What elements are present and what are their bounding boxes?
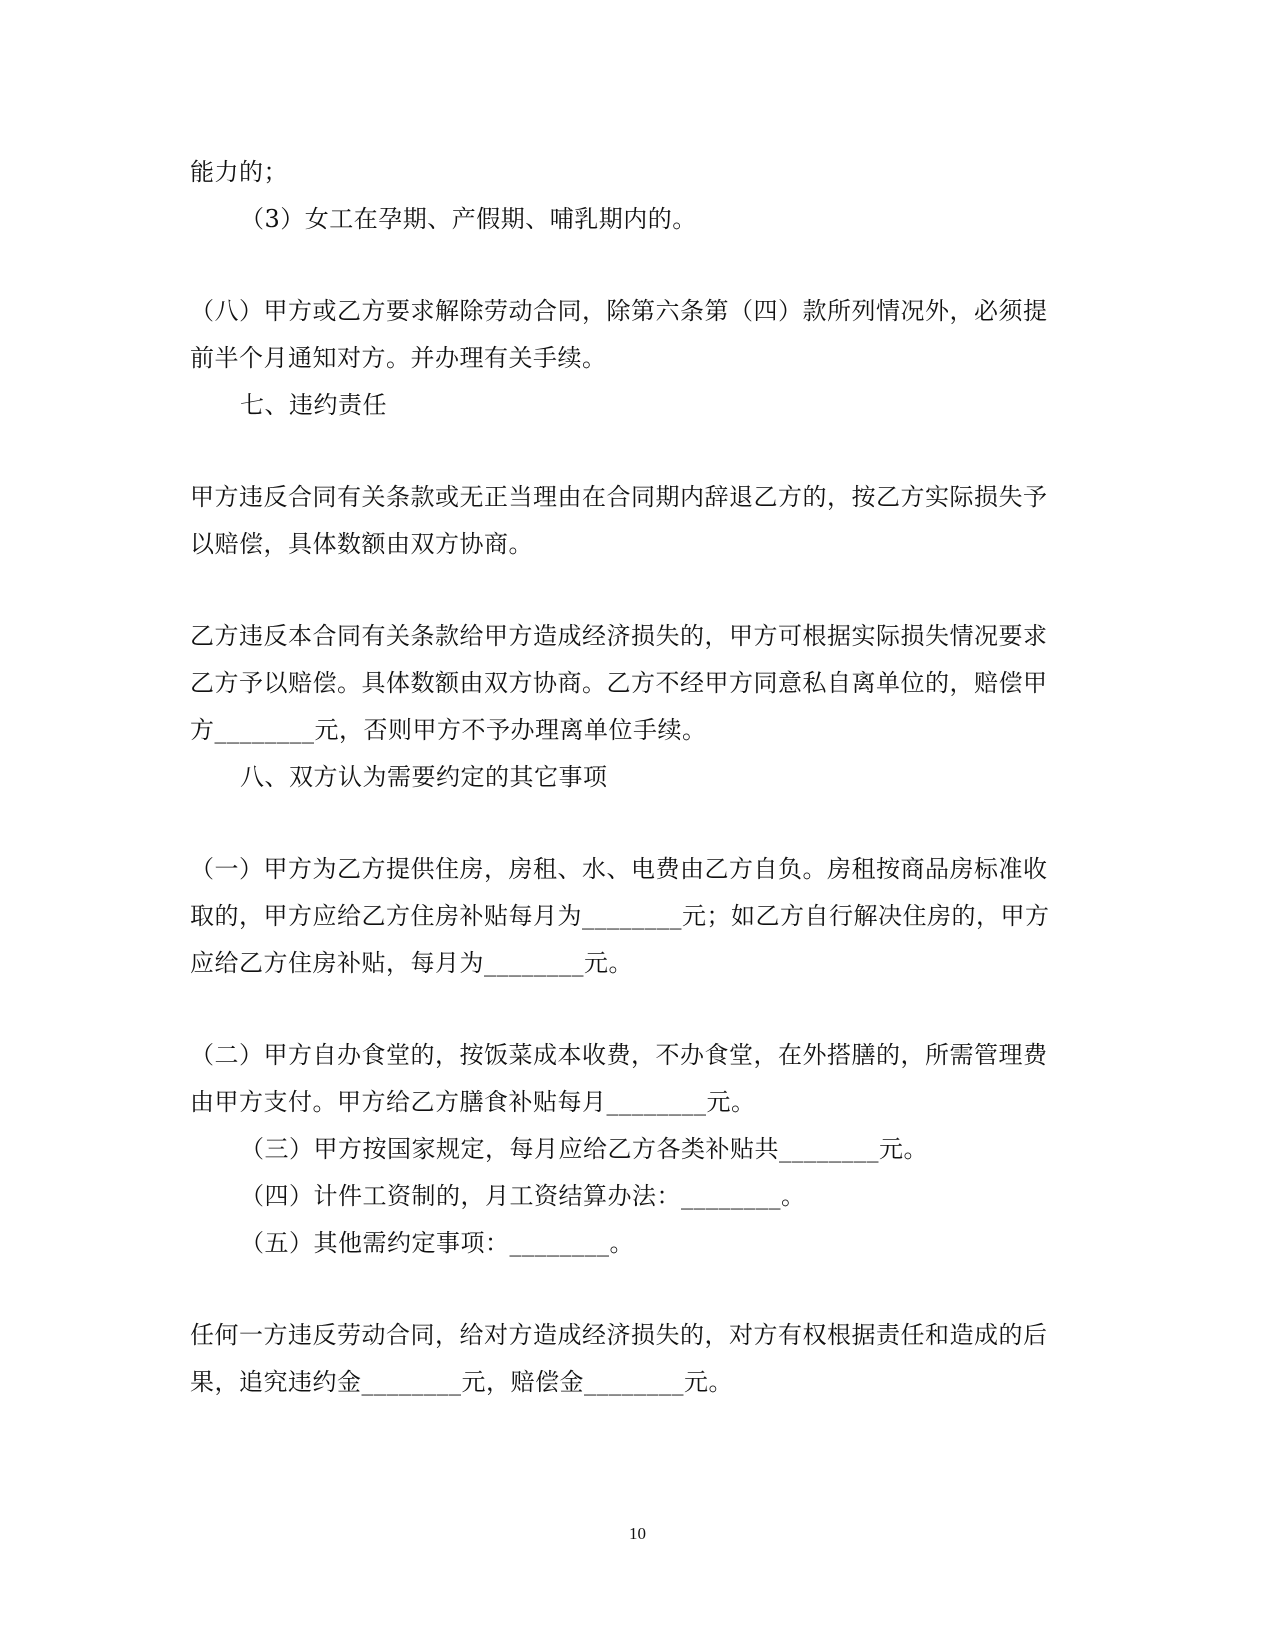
text-line: 任何一方违反劳动合同，给对方造成经济损失的，对方有权根据责任和造成的后 <box>190 1321 1048 1349</box>
text-line: 前半个月通知对方。并办理有关手续。 <box>190 344 607 372</box>
text-line: （四）计件工资制的，月工资结算办法：________。 <box>240 1182 806 1210</box>
text-line: 乙方违反本合同有关条款给甲方造成经济损失的，甲方可根据实际损失情况要求 <box>190 622 1048 650</box>
text-line: 由甲方支付。甲方给乙方膳食补贴每月________元。 <box>190 1088 756 1116</box>
text-line: 取的，甲方应给乙方住房补贴每月为________元；如乙方自行解决住房的，甲方 <box>190 902 1050 930</box>
text-line: 应给乙方住房补贴，每月为________元。 <box>190 949 633 977</box>
section-heading: 七、违约责任 <box>240 391 387 419</box>
text-line: 甲方违反合同有关条款或无正当理由在合同期内辞退乙方的，按乙方实际损失予 <box>190 483 1048 511</box>
text-line: （三）甲方按国家规定，每月应给乙方各类补贴共________元。 <box>240 1135 928 1163</box>
page-number: 10 <box>629 1524 646 1543</box>
text-line: （五）其他需约定事项：________。 <box>240 1229 634 1257</box>
text-line: 能力的； <box>190 158 288 186</box>
text-line: 以赔偿，具体数额由双方协商。 <box>190 530 533 558</box>
text-line: （3）女工在孕期、产假期、哺乳期内的。 <box>240 205 697 233</box>
text-line: 乙方予以赔偿。具体数额由双方协商。乙方不经甲方同意私自离单位的，赔偿甲 <box>190 669 1048 697</box>
text-line: （一）甲方为乙方提供住房，房租、水、电费由乙方自负。房租按商品房标准收 <box>190 855 1048 883</box>
text-line: 果，追究违约金________元，赔偿金________元。 <box>190 1368 733 1396</box>
text-line: （八）甲方或乙方要求解除劳动合同，除第六条第（四）款所列情况外，必须提 <box>190 297 1048 325</box>
section-heading: 八、双方认为需要约定的其它事项 <box>240 763 608 791</box>
text-line: 方________元，否则甲方不予办理离单位手续。 <box>190 716 707 744</box>
text-line: （二）甲方自办食堂的，按饭菜成本收费，不办食堂，在外搭膳的，所需管理费 <box>190 1041 1048 1069</box>
